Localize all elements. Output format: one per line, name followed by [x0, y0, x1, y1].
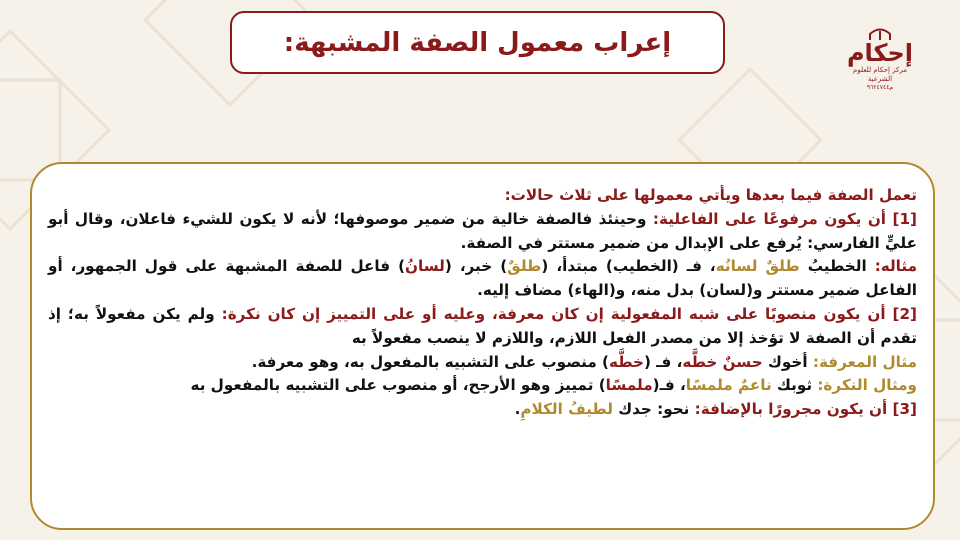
example-1-word-lisan: لسانُ: [405, 257, 445, 276]
logo: [840, 28, 920, 92]
page-title: إعراب معمول الصفة المشبهة:: [283, 27, 672, 58]
intro-line: تعمل الصفة فيما بعدها ويأتي معمولها على ثلاث حالات:: [504, 186, 917, 204]
case-2: [48, 303, 917, 351]
example-1-subject: الخطيبُ: [807, 257, 867, 276]
logo-number: م٩٦٢٤٧٤٤: [866, 84, 894, 91]
case-2-heading: [2] أن يكون منصوبًا على شبه المفعولية إن كان معرفة، وعليه أو على التمييز إن كان نكرة:: [221, 304, 917, 323]
case-3-heading: [3] أن يكون مجرورًا بالإضافة:: [694, 400, 917, 419]
example-indefinite: [48, 374, 917, 398]
example-1-label: مثاله:: [874, 257, 917, 276]
example-indefinite-word: ملمسًا: [605, 376, 653, 395]
example-indefinite-rest-1: ، فـ(: [652, 376, 686, 395]
content-box: [30, 162, 935, 530]
example-definite-word: خطَّه: [609, 352, 644, 371]
example-indefinite-rest-2: ) تمييز وهو الأرجح، أو منصوب على التشبيه بالمفعول به: [190, 376, 606, 395]
case-1-text: وحينئذ فالصفة خالية من ضمير موصوفها؛ لأنه لا يكون للشيء فاعلان، وقال أبو عليٍّ الفارسي: يُرفع على الإبدال من ضمير مستتر في الصفة.: [48, 209, 917, 252]
title-box: [230, 11, 725, 74]
example-indefinite-subject: ثوبك: [776, 376, 813, 395]
logo-wordmark: إحكام: [846, 39, 914, 67]
example-definite-rest-1: ، فـ (: [643, 352, 683, 371]
example-1-rest-2: ) خبر، (: [444, 257, 508, 276]
case-3-text-c: .: [514, 400, 521, 419]
example-1-predicate: طلقٌ لسانُه: [715, 257, 800, 276]
example-indefinite-label: ومثال النكرة:: [817, 376, 917, 395]
example-definite-predicate: حسنٌ خطَّه: [682, 352, 763, 371]
case-3: [48, 398, 917, 422]
case-1-heading: [1] أن يكون مرفوعًا على الفاعلية:: [652, 209, 917, 228]
example-definite-label: مثال المعرفة:: [812, 352, 917, 371]
example-1-rest-1: ، فـ (الخطيب) مبتدأ، (: [541, 257, 716, 276]
example-1-word-talq: طلقٌ: [507, 257, 542, 276]
example-definite: [48, 351, 917, 375]
case-2-text: ولم يكن مفعولاً به؛ إذ تقدم أن الصفة لا تؤخذ إلا من مصدر الفعل اللازم، واللازم لا ينصب مفعولاً به: [48, 304, 917, 347]
case-1: [48, 208, 917, 256]
example-1: [48, 255, 917, 303]
case-3-text-a: نحو: جدك: [618, 400, 690, 419]
example-indefinite-predicate: ناعمٌ ملمسًا: [685, 376, 772, 395]
case-3-example: لطيفُ الكلامِ: [520, 400, 613, 419]
example-1-rest-3: ) فاعل للصفة المشبهة على قول الجمهور، أو الفاعل ضمير مستتر و(لسان) بدل منه، و(الهاء) مضاف إليه.: [48, 257, 917, 300]
example-definite-rest-2: ) منصوب على التشبيه بالمفعول به، وهو معرفة.: [251, 352, 609, 371]
logo-subtitle: مركز إحكام للعلوم الشرعية: [853, 66, 907, 83]
example-definite-subject: أخوك: [767, 352, 808, 371]
